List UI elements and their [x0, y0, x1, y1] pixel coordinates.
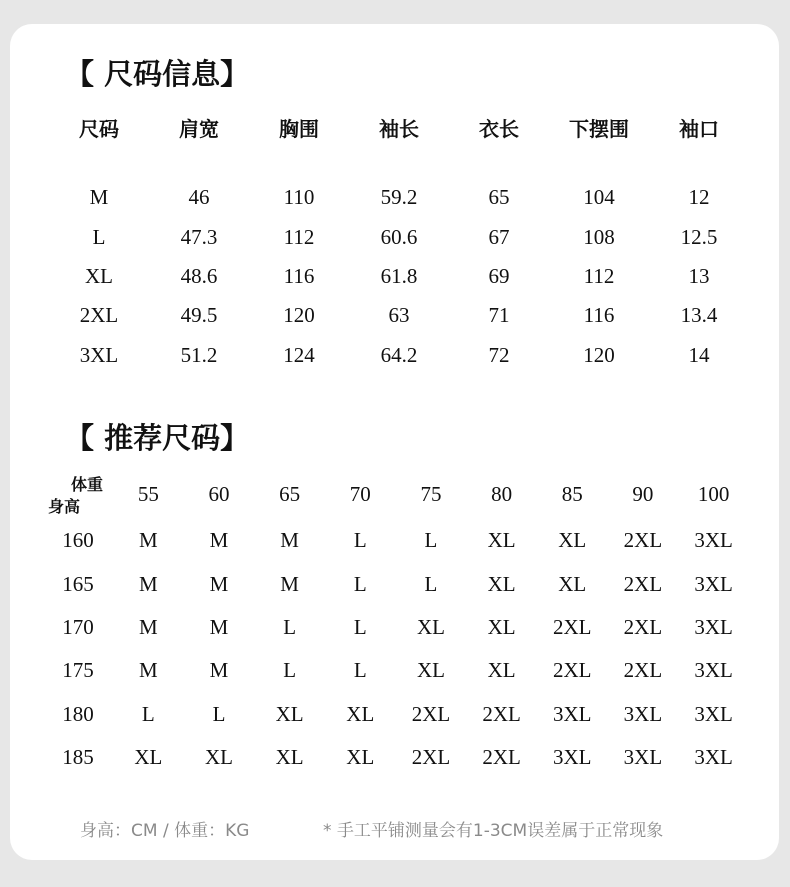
recommend-size-cell: 3XL — [694, 571, 733, 596]
recommend-size-cell: 2XL — [623, 614, 663, 639]
size-cell: 3XL — [79, 342, 119, 367]
recommend-size-cell: L — [212, 701, 226, 726]
height-cell: 175 — [62, 658, 94, 683]
recommend-size-cell: L — [353, 658, 367, 683]
size-cell: 116 — [283, 263, 315, 288]
size-info-spacer — [49, 146, 749, 178]
size-cell: 13.4 — [680, 303, 718, 328]
recommend-size-cell: XL — [416, 614, 445, 639]
size-cell: 12.5 — [680, 224, 718, 249]
size-header-cell: 下摆围 — [569, 116, 629, 141]
weight-header-cell: 100 — [697, 481, 730, 506]
size-cell: 72 — [488, 342, 510, 367]
size-cell: 59.2 — [380, 185, 418, 210]
recommend-size-cell: XL — [134, 745, 163, 770]
recommend-size-cell: L — [353, 571, 367, 596]
recommend-size-cell: M — [280, 571, 299, 596]
size-cell: 46 — [188, 185, 210, 210]
weight-header-cell: 90 — [632, 481, 654, 506]
size-cell: 69 — [488, 263, 510, 288]
measure-disclaimer: * 手工平铺测量会有1-3CM误差属于正常现象 — [323, 821, 664, 841]
recommend-size-cell: L — [141, 701, 155, 726]
height-cell: 170 — [62, 614, 94, 639]
corner-cell — [43, 469, 113, 519]
size-header-cell: 袖口 — [679, 116, 719, 141]
height-cell: 185 — [62, 745, 94, 770]
recommend-size-cell: 3XL — [694, 614, 733, 639]
recommend-size-cell: 2XL — [482, 701, 521, 726]
size-cell: 47.3 — [180, 224, 218, 249]
recommend-size-cell: XL — [487, 614, 516, 639]
size-cell: 104 — [583, 185, 615, 210]
recommend-row — [43, 562, 749, 605]
height-cell: 165 — [62, 571, 94, 596]
size-header-cell: 袖长 — [379, 116, 419, 141]
recommend-size-cell: 2XL — [553, 614, 592, 639]
size-cell: 12 — [688, 185, 710, 210]
size-cell: 49.5 — [180, 303, 218, 328]
size-cell: 110 — [283, 185, 315, 210]
size-cell: 60.6 — [380, 224, 418, 249]
size-cell: L — [92, 224, 106, 249]
recommend-size-cell: L — [283, 614, 297, 639]
recommend-size-cell: L — [283, 658, 297, 683]
recommend-size-cell: XL — [275, 745, 304, 770]
recommend-size-cell: M — [138, 658, 158, 683]
size-cell: 64.2 — [380, 342, 418, 367]
recommend-size-cell: 3XL — [553, 701, 592, 726]
size-header-cell: 肩宽 — [179, 116, 219, 141]
size-cell: 65 — [488, 185, 510, 210]
recommend-size-cell: 3XL — [553, 745, 592, 770]
size-cell: 51.2 — [180, 342, 218, 367]
size-cell: M — [89, 185, 109, 210]
recommend-size-cell: 2XL — [411, 745, 451, 770]
recommend-size-cell: M — [138, 571, 158, 596]
size-cell: 48.6 — [180, 263, 218, 288]
recommend-size-cell: XL — [416, 658, 445, 683]
size-row — [49, 296, 749, 335]
recommend-row — [43, 606, 749, 649]
recommend-size-cell: XL — [558, 571, 587, 596]
weight-header-cell: 70 — [349, 481, 371, 506]
recommend-size-cell: M — [209, 614, 229, 639]
recommend-size-cell: 3XL — [694, 745, 733, 770]
size-header-cell: 尺码 — [79, 116, 119, 141]
recommend-size-cell: 2XL — [623, 528, 663, 553]
size-cell: 120 — [283, 303, 315, 328]
size-row — [49, 178, 749, 217]
size-cell: 108 — [583, 224, 615, 249]
recommend-size-cell: XL — [558, 528, 587, 553]
recommend-size-cell: L — [424, 528, 438, 553]
recommend-size-cell: M — [209, 528, 229, 553]
size-cell: 67 — [488, 224, 510, 249]
recommend-row — [43, 693, 749, 736]
recommend-header-row — [43, 469, 749, 519]
recommend-size-cell: 2XL — [482, 745, 521, 770]
recommend-row — [43, 519, 749, 562]
size-cell: 71 — [488, 303, 510, 328]
recommend-size-cell: L — [424, 571, 438, 596]
units-note: 身高：CM / 体重：KG — [80, 821, 250, 841]
recommend-size-cell: M — [138, 614, 158, 639]
size-cell: 112 — [583, 263, 615, 288]
recommend-size-cell: XL — [346, 701, 375, 726]
recommend-size-cell: 2XL — [553, 658, 592, 683]
weight-header-cell: 55 — [137, 481, 159, 506]
size-cell: 14 — [688, 342, 710, 367]
recommend-size-cell: L — [353, 614, 367, 639]
size-info-header-row — [49, 108, 749, 146]
recommend-size-cell: M — [209, 571, 229, 596]
recommend-size-cell: 3XL — [694, 658, 733, 683]
recommend-size-cell: XL — [487, 528, 516, 553]
recommend-size-cell: 2XL — [411, 701, 451, 726]
recommend-size-cell: 2XL — [623, 571, 663, 596]
recommend-size-cell: XL — [275, 701, 304, 726]
size-cell: 63 — [388, 303, 410, 328]
recommend-size-cell: 3XL — [694, 528, 733, 553]
size-cell: 124 — [283, 342, 315, 367]
size-header-cell: 胸围 — [279, 116, 319, 141]
weight-header-cell: 80 — [491, 481, 513, 506]
recommend-row — [43, 649, 749, 692]
size-info-table — [49, 108, 749, 375]
recommend-size-cell: 3XL — [623, 701, 663, 726]
recommend-size-cell: 2XL — [623, 658, 663, 683]
recommend-row — [43, 736, 749, 779]
size-header-cell: 衣长 — [479, 116, 519, 141]
size-cell: 2XL — [79, 303, 119, 328]
weight-header-cell: 85 — [561, 481, 583, 506]
recommend-size-cell: XL — [487, 658, 516, 683]
weight-header-cell: 75 — [420, 481, 442, 506]
size-cell: 112 — [283, 224, 315, 249]
size-cell: 13 — [688, 263, 710, 288]
recommend-size-cell: M — [280, 528, 299, 553]
recommend-title: 【 推荐尺码】 — [65, 421, 250, 455]
size-row — [49, 257, 749, 296]
recommend-table — [43, 469, 749, 779]
size-cell: 116 — [583, 303, 615, 328]
size-info-title: 【 尺码信息】 — [65, 57, 250, 91]
height-cell: 180 — [62, 701, 94, 726]
size-row — [49, 336, 749, 375]
size-cell: 61.8 — [380, 263, 418, 288]
recommend-size-cell: 3XL — [623, 745, 663, 770]
size-chart-card — [10, 24, 779, 860]
size-cell: 120 — [583, 342, 615, 367]
weight-header-cell: 65 — [279, 481, 301, 506]
recommend-size-cell: XL — [487, 571, 516, 596]
recommend-size-cell: XL — [346, 745, 375, 770]
recommend-size-cell: 3XL — [694, 701, 733, 726]
recommend-size-cell: XL — [204, 745, 233, 770]
height-axis-label: 身高 — [48, 497, 81, 516]
size-cell: XL — [85, 263, 113, 288]
size-row — [49, 217, 749, 256]
height-cell: 160 — [62, 528, 94, 553]
recommend-size-cell: M — [209, 658, 229, 683]
recommend-size-cell: L — [353, 528, 367, 553]
recommend-size-cell: M — [138, 528, 158, 553]
weight-axis-label: 体重 — [71, 475, 104, 494]
weight-header-cell: 60 — [208, 481, 230, 506]
